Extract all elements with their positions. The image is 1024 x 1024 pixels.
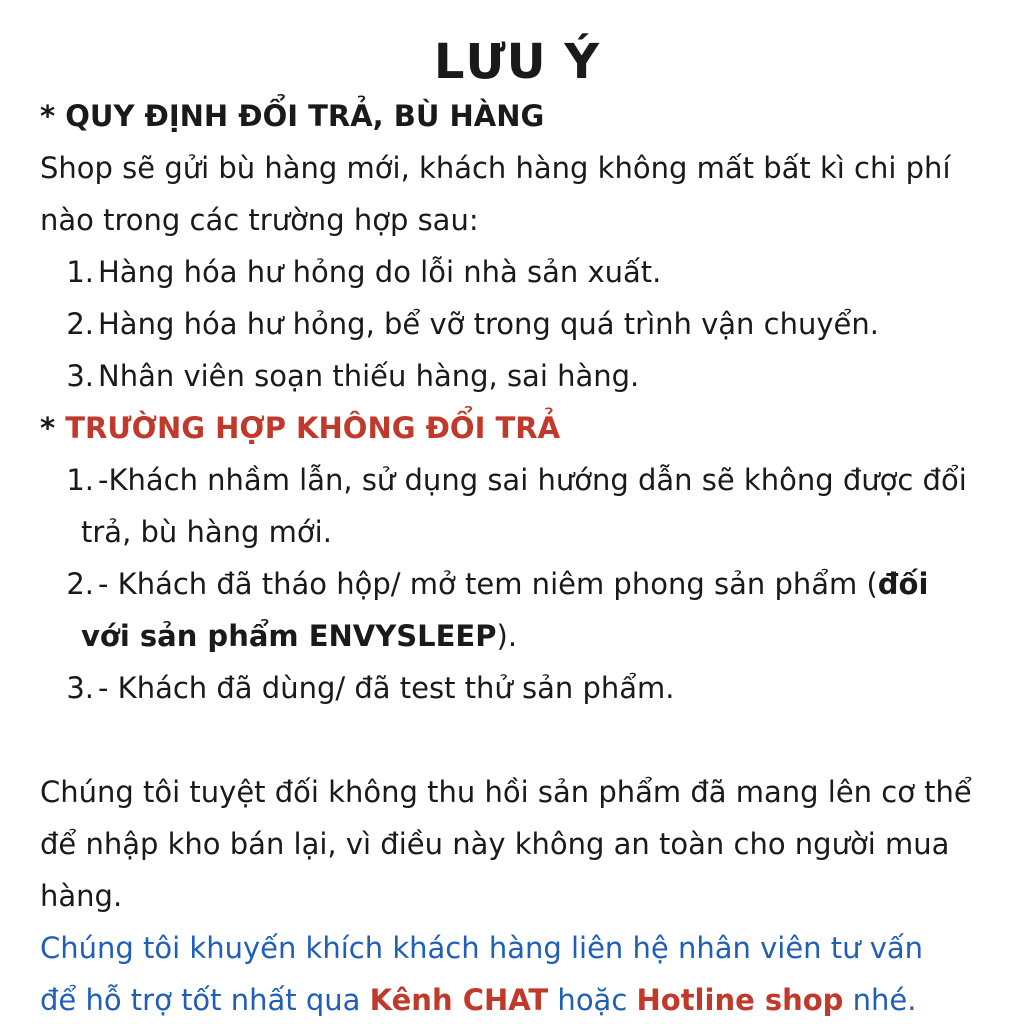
list-number: 2. (66, 567, 94, 601)
page-title: LƯU Ý (433, 34, 601, 90)
list-item-text: - Khách đã dùng/ đã test thử sản phẩm. (98, 671, 675, 705)
list-item (40, 662, 994, 714)
section-heading-return-policy: * QUY ĐỊNH ĐỔI TRẢ, BÙ HÀNG (40, 99, 545, 133)
contact-text-pre: để hỗ trợ tốt nhất qua (40, 983, 370, 1017)
list-item-text: -Khách nhầm lẫn, sử dụng sai hướng dẫn sẽ không được đổi (98, 463, 967, 497)
list-number: 3. (66, 671, 94, 705)
list-item-text (98, 558, 994, 610)
list-item (40, 454, 994, 558)
no-return-conditions-list (40, 454, 994, 714)
contact-text-post: nhé. (843, 983, 917, 1017)
closing-line: để nhập kho bán lại, vì điều này không an toàn cho người mua (40, 827, 950, 861)
list-item (40, 558, 994, 662)
list-item (40, 350, 994, 402)
contact-text-mid: hoặc (548, 983, 637, 1017)
list-item-text-pre: - Khách đã tháo hộp/ mở tem niêm phong sản phẩm ( (98, 567, 878, 601)
heading-star: * (40, 411, 66, 445)
list-item-text-post: ). (496, 619, 518, 653)
product-name: với sản phẩm ENVYSLEEP (81, 619, 497, 653)
intro-line: nào trong các trường hợp sau: (40, 203, 479, 237)
list-item-text: Nhân viên soạn thiếu hàng, sai hàng. (98, 359, 640, 393)
list-item-continuation (40, 610, 994, 662)
closing-line: hàng. (40, 879, 123, 913)
list-item-text-bold: đối (877, 567, 929, 601)
list-number: 2. (66, 307, 94, 341)
no-return-heading-text: TRƯỜNG HỢP KHÔNG ĐỔI TRẢ (65, 411, 561, 445)
contact-line (40, 974, 994, 1024)
list-number: 1. (66, 255, 94, 289)
list-number: 3. (66, 359, 94, 393)
list-item-text: Hàng hóa hư hỏng, bể vỡ trong quá trình vận chuyển. (98, 307, 879, 341)
hotline-link[interactable]: Hotline shop (636, 983, 844, 1017)
list-item-text: Hàng hóa hư hỏng do lỗi nhà sản xuất. (98, 255, 662, 289)
list-item (40, 246, 994, 298)
closing-line: Chúng tôi tuyệt đối không thu hồi sản phẩm đã mang lên cơ thể (40, 775, 972, 809)
contact-line: Chúng tôi khuyến khích khách hàng liên hệ nhân viên tư vấn (40, 931, 924, 965)
section-heading-no-return (40, 402, 994, 454)
spacer (40, 714, 994, 766)
return-conditions-list (40, 246, 994, 402)
list-number: 1. (66, 463, 94, 497)
chat-channel-link[interactable]: Kênh CHAT (369, 983, 549, 1017)
list-item-continuation: trả, bù hàng mới. (81, 515, 332, 549)
list-item (40, 298, 994, 350)
intro-line: Shop sẽ gửi bù hàng mới, khách hàng không mất bất kì chi phí (40, 151, 951, 185)
